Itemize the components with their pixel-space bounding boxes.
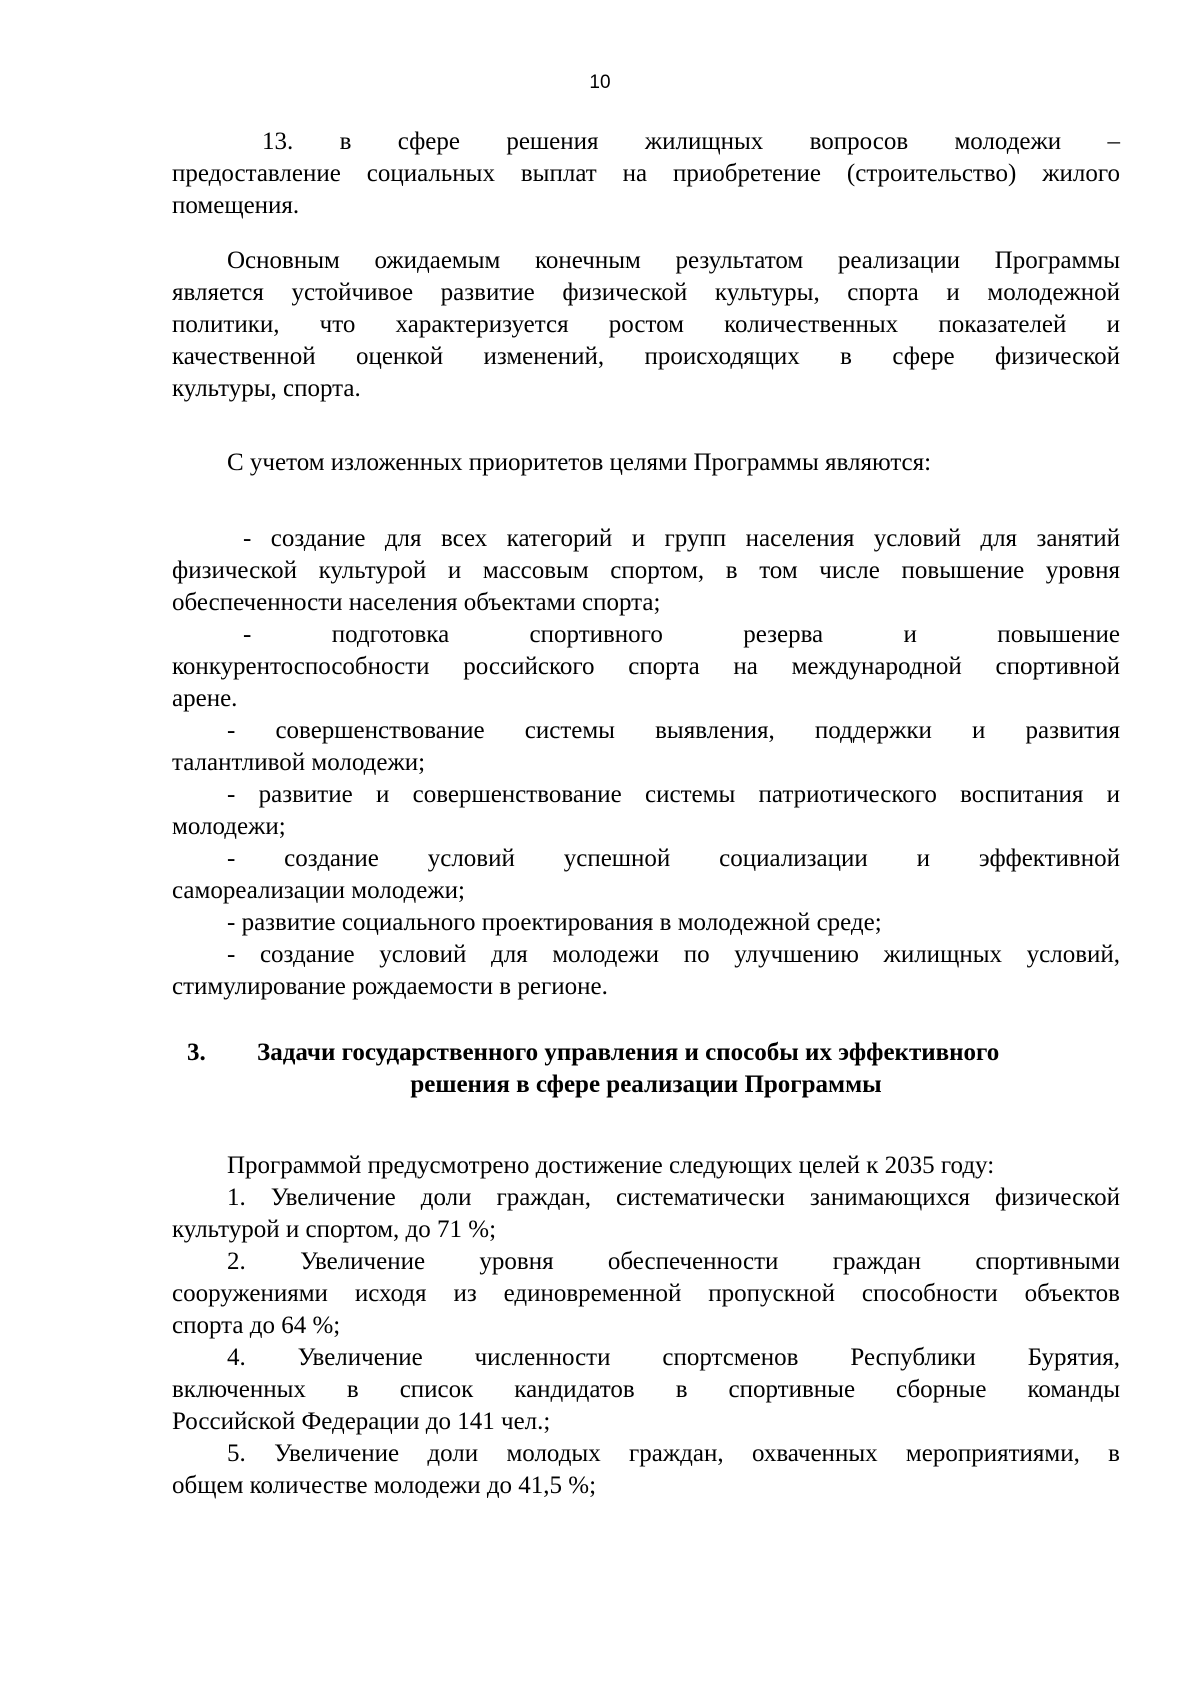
goal-line-4: - подготовка спортивного резерва и повышение xyxy=(243,621,1120,648)
target-line-9: 5. Увеличение доли молодых граждан, охваченных мероприятиями, в xyxy=(227,1440,1120,1467)
goal-line-15: стимулирование рождаемости в регионе. xyxy=(172,973,608,1000)
target-line-4: сооружениями исходя из единовременной пропускной способности объектов xyxy=(172,1280,1120,1307)
goal-line-14: - создание условий для молодежи по улучшению жилищных условий, xyxy=(227,941,1120,968)
item13-line-3: помещения. xyxy=(172,192,300,219)
item13-line-2: предоставление социальных выплат на приобретение (строительство) жилого xyxy=(172,160,1120,187)
target-line-7: включенных в список кандидатов в спортивные сборные команды xyxy=(172,1376,1120,1403)
page-number: 10 xyxy=(589,72,611,93)
target-line-6: 4. Увеличение численности спортсменов Республики Бурятия, xyxy=(227,1344,1120,1371)
section-title-line-1: Задачи государственного управления и способы их эффективного xyxy=(257,1039,1000,1066)
result-line-2: является устойчивое развитие физической культуры, спорта и молодежной xyxy=(172,279,1120,306)
goal-line-13: - развитие социального проектирования в молодежной среде; xyxy=(227,909,882,936)
section-number: 3. xyxy=(187,1039,206,1066)
goal-line-8: талантливой молодежи; xyxy=(172,749,426,776)
goals-intro: С учетом изложенных приоритетов целями Программы являются: xyxy=(227,449,932,476)
goal-line-1: - создание для всех категорий и групп населения условий для занятий xyxy=(243,525,1120,552)
target-line-5: спорта до 64 %; xyxy=(172,1312,341,1339)
goal-line-7: - совершенствование системы выявления, поддержки и развития xyxy=(227,717,1120,744)
goal-line-9: - развитие и совершенствование системы патриотического воспитания и xyxy=(227,781,1120,808)
goal-line-12: самореализации молодежи; xyxy=(172,877,465,904)
goal-line-3: обеспеченности населения объектами спорта; xyxy=(172,589,661,616)
target-line-3: 2. Увеличение уровня обеспеченности граждан спортивными xyxy=(227,1248,1120,1275)
result-line-1: Основным ожидаемым конечным результатом реализации Программы xyxy=(227,247,1120,274)
target-line-8: Российской Федерации до 141 чел.; xyxy=(172,1408,551,1435)
goal-line-10: молодежи; xyxy=(172,813,286,840)
goal-line-5: конкурентоспособности российского спорта на международной спортивной xyxy=(172,653,1120,680)
target-line-2: культурой и спортом, до 71 %; xyxy=(172,1216,497,1243)
result-line-5: культуры, спорта. xyxy=(172,375,361,402)
goal-line-11: - создание условий успешной социализации и эффективной xyxy=(227,845,1120,872)
result-line-4: качественной оценкой изменений, происходящих в сфере физической xyxy=(172,343,1120,370)
goal-line-6: арене. xyxy=(172,685,238,712)
target-line-1: 1. Увеличение доли граждан, систематически занимающихся физической xyxy=(227,1184,1120,1211)
result-line-3: политики, что характеризуется ростом количественных показателей и xyxy=(172,311,1120,338)
target-line-10: общем количестве молодежи до 41,5 %; xyxy=(172,1472,597,1499)
goal-line-2: физической культурой и массовым спортом, в том числе повышение уровня xyxy=(172,557,1120,584)
item13-line-1: 13. в сфере решения жилищных вопросов молодежи – xyxy=(262,128,1120,155)
section-title-line-2: решения в сфере реализации Программы xyxy=(410,1071,882,1098)
targets-intro: Программой предусмотрено достижение следующих целей к 2035 году: xyxy=(227,1152,995,1179)
